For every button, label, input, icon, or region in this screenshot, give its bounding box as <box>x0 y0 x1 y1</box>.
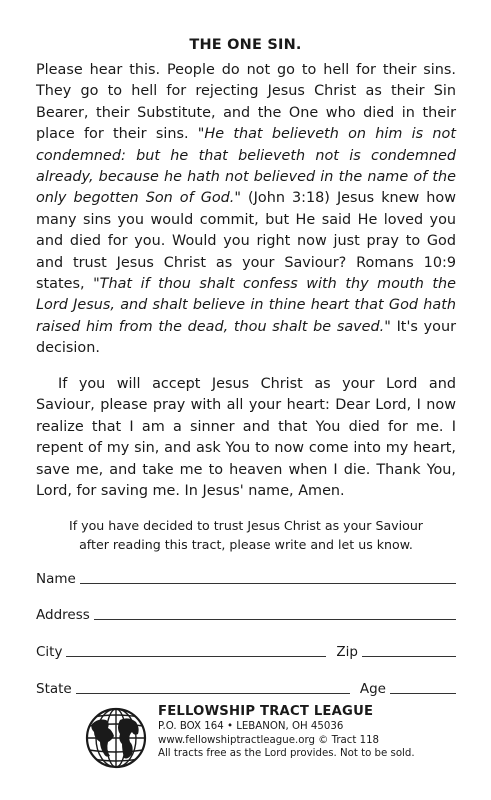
tract-title: THE ONE SIN. <box>189 37 302 53</box>
state-label: State <box>36 681 72 697</box>
publisher-name: FELLOWSHIP TRACT LEAGUE <box>158 704 374 719</box>
zip-field[interactable] <box>362 655 456 657</box>
name-field[interactable] <box>80 582 456 584</box>
zip-label: Zip <box>336 644 358 660</box>
tract-paragraph-2: If you will accept Jesus Christ as your Lord and Saviour, please pray with all your heart: Dear Lord, I now realize that I am a sinner and that You died for me. I repent of my sin, and ask You to now come into my heart, save me, and take me to heaven when I die. Thank You, Lord, for saving me. In Jesus' name, Amen. <box>36 376 456 500</box>
name-row <box>36 567 456 587</box>
response-request <box>36 516 456 554</box>
address-label: Address <box>36 607 90 623</box>
paragraph-1-middle: (John 3:18) Jesus knew how many sins you would commit, but He said He loved you and died for you. Would you right now just pray to God and trust Jesus Christ as your Saviour? Romans 10:9 states, <box>36 190 457 293</box>
response-request-line-1: If you have decided to trust Jesus Christ as your Saviour <box>68 518 423 533</box>
address-field[interactable] <box>94 618 456 620</box>
city-label: City <box>36 644 63 660</box>
city-zip-row <box>36 640 456 660</box>
paragraph-1-closing: It's your decision. <box>36 318 456 357</box>
address-row <box>36 603 456 623</box>
response-request-line-2: after reading this tract, please write and let us know. <box>79 537 413 552</box>
paragraph-1-intro: Please hear this. People do not go to hell for their sins. They go to hell for rejecting Jesus Christ as their Sin Bearer, their Substitute, and the One who died in their place for their sins. <box>36 62 456 143</box>
scripture-quote-romans-10-9: "That if thou shalt confess with thy mouth the Lord Jesus, and shalt believe in thine heart that God hath raised him from the dead, thou shalt be saved." <box>36 276 456 335</box>
tract-paragraph-1 <box>36 60 456 360</box>
globe-logo-icon <box>84 706 148 770</box>
age-label: Age <box>359 681 386 697</box>
publisher-note: All tracts free as the Lord provides. Not to be sold. <box>158 748 415 759</box>
scripture-quote-john-3-18: "He that believeth on him is not condemned: but he that believeth not is condemned already, because he hath not believed in the name of the only begotten Son of God." <box>36 126 457 207</box>
age-field[interactable] <box>390 692 456 694</box>
publisher-address: P.O. BOX 164 • LEBANON, OH 45036 <box>158 721 344 732</box>
city-field[interactable] <box>66 655 326 657</box>
state-age-row <box>36 677 456 697</box>
publisher-info <box>158 704 458 761</box>
name-label: Name <box>36 571 76 587</box>
state-field[interactable] <box>76 692 350 694</box>
publisher-website[interactable]: www.fellowshiptractleague.org © Tract 118 <box>158 734 380 746</box>
